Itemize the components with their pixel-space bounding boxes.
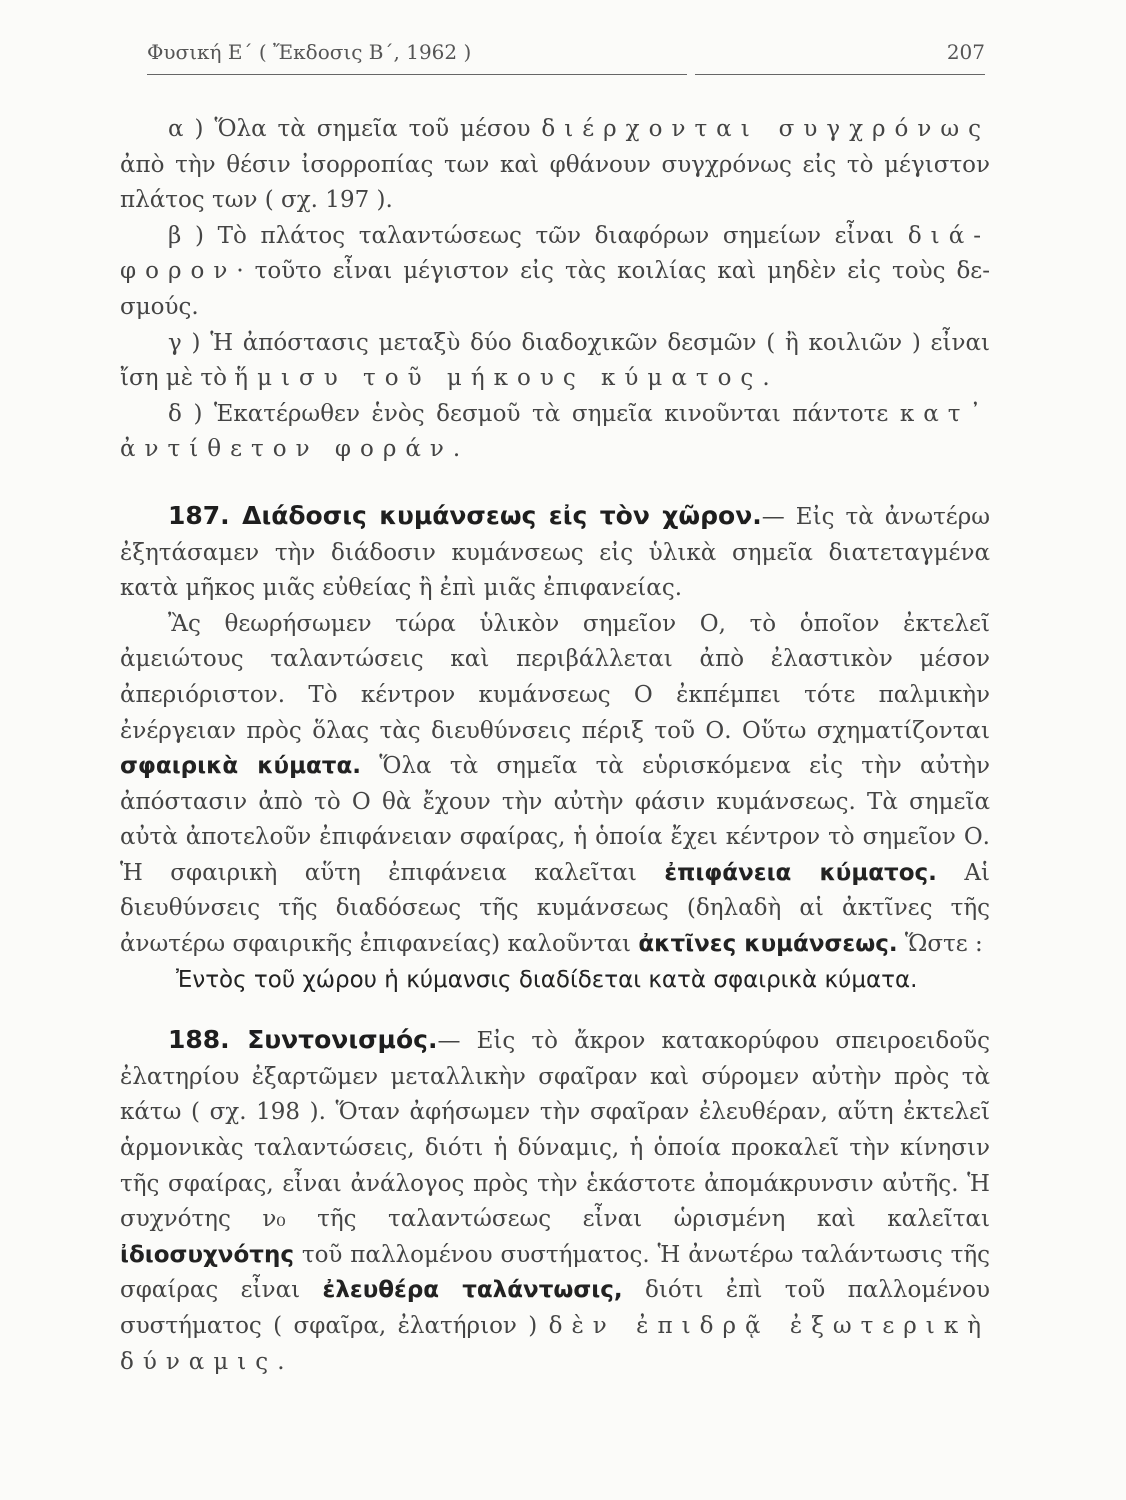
running-header	[147, 40, 985, 74]
section-187-intro: 187. Διάδοσις κυμάνσεως εἰς τὸν χῶρον.— Εἰς τὰ ἀνωτέρω ἐξητάσαμεν τὴν διάδοσιν κυμάνσεως εἰς ὑλικὰ σημεῖα διατεταγμένα κατὰ μῆκος μιᾶς εὐθείας ἢ ἐπὶ μιᾶς ἐπιφανείας.	[120, 500, 990, 602]
list-item-gamma: γ ) Ἡ ἀπόστασις μεταξὺ δύο διαδοχικῶν δεσμῶν ( ἢ κοιλιῶν ) εἶναι ἴση μὲ τὸ ἥμισυ τοῦ μήκους κύματος.	[120, 329, 991, 392]
section-heading: 188. Συντονισμός.	[168, 1025, 438, 1055]
term-spherical-waves: σφαιρικὰ κύματα.	[120, 753, 362, 780]
term-free-oscillation: ἐλευθέρα ταλάντωσις,	[322, 1277, 623, 1304]
book-title: Φυσική Ε΄ ( Ἔκδοσις Β΄, 1962 )	[147, 40, 472, 64]
section-heading: 187. Διάδοσις κυμάνσεως εἰς τὸν χῶρον.	[168, 500, 762, 530]
header-rule-right	[695, 74, 985, 75]
term-wave-rays: ἀκτῖνες κυμάνσεως.	[638, 931, 898, 958]
list-item-beta: β ) Τὸ πλάτος ταλαντώσεως τῶν διαφόρων σημείων εἶναι διά- φορον· τοῦτο εἶναι μέγιστον εἰς τὰς κοιλίας καὶ μηδὲν εἰς τοὺς δε-σμούς.	[120, 222, 990, 320]
page-body	[120, 112, 990, 1380]
list-item-delta: δ ) Ἑκατέρωθεν ἑνὸς δεσμοῦ τὰ σημεῖα κινοῦνται πάντοτε κατ᾽ ἀντίθετον φοράν.	[120, 400, 990, 463]
term-wave-surface: ἐπιφάνεια κύματος.	[664, 859, 937, 886]
list-item-alpha: α ) Ὅλα τὰ σημεῖα τοῦ μέσου διέρχονται συγχρόνως ἀπὸ τὴν θέσιν ἰσορροπίας των καὶ φθάνουν συγχρόνως εἰς τὸ μέγιστον πλάτος των ( σχ. 197 ).	[120, 116, 990, 214]
header-rule	[147, 74, 687, 75]
section-187-body: Ἂς θεωρήσωμεν τώρα ὑλικὸν σημεῖον Ο, τὸ ὁποῖον ἐκτελεῖ ἀμειώτους ταλαντώσεις καὶ περιβάλλεται ἀπὸ ἐλαστικὸν μέσον ἀπεριόριστον. Τὸ κέντρον κυμάνσεως Ο ἐκπέμπει τότε παλμικὴν ἐνέργειαν πρὸς ὅλας τὰς διευθύνσεις πέριξ τοῦ Ο. Οὕτω σχηματίζονται σφαιρικὰ κύματα. Ὅλα τὰ σημεῖα τὰ εὑρισκόμενα εἰς τὴν αὐτὴν ἀπόστασιν ἀπὸ τὸ Ο θὰ ἔχουν τὴν αὐτὴν φάσιν κυμάνσεως. Τὰ σημεῖα αὐτὰ ἀποτελοῦν ἐπιφάνειαν σφαίρας, ἡ ὁποία ἔχει κέντρον τὸ σημεῖον Ο. Ἡ σφαιρικὴ αὕτη ἐπιφάνεια καλεῖται ἐπιφάνεια κύματος. Αἱ διευθύνσεις τῆς διαδόσεως τῆς κυμάνσεως (δηλαδὴ αἱ ἀκτῖνες τῆς ἀνωτέρω σφαιρικῆς ἐπιφανείας) καλοῦνται ἀκτῖνες κυμάνσεως. Ὥστε :	[120, 610, 990, 958]
term-natural-frequency: ἰδιοσυχνότης	[120, 1241, 294, 1268]
highlighted-rule: Ἐντὸς τοῦ χώρου ἡ κύμανσις διαδίδεται κατὰ σφαιρικὰ κύματα.	[176, 966, 918, 993]
page-number: 207	[946, 40, 985, 64]
section-188-body: 188. Συντονισμός.— Εἰς τὸ ἄκρον κατακορύφου σπειροειδοῦς ἐλατηρίου ἐξαρτῶμεν μεταλλικὴν σφαῖραν καὶ σύρομεν αὐτὴν πρὸς τὰ κάτω ( σχ. 198 ). Ὅταν ἀφήσωμεν τὴν σφαῖραν ἐλευθέραν, αὕτη ἐκτελεῖ ἁρμονικὰς ταλαντώσεις, διότι ἡ δύναμις, ἡ ὁποία προκαλεῖ τὴν κίνησιν τῆς σφαίρας, εἶναι ἀνάλογος πρὸς τὴν ἑκάστοτε ἀπομάκρυνσιν αὐτῆς. Ἡ συχνότης ν₀ τῆς ταλαντώσεως εἶναι ὡρισμένη καὶ καλεῖται ἰδιοσυχνότης τοῦ παλλομένου συστήματος. Ἡ ἀνωτέρω ταλάντωσις τῆς σφαίρας εἶναι ἐλευθέρα ταλάντωσις, διότι ἐπὶ τοῦ παλλομένου συστήματος ( σφαῖρα, ἐλατήριον ) δὲν ἐπιδρᾷ ἐξωτερικὴ δύναμις.	[120, 1025, 990, 1375]
